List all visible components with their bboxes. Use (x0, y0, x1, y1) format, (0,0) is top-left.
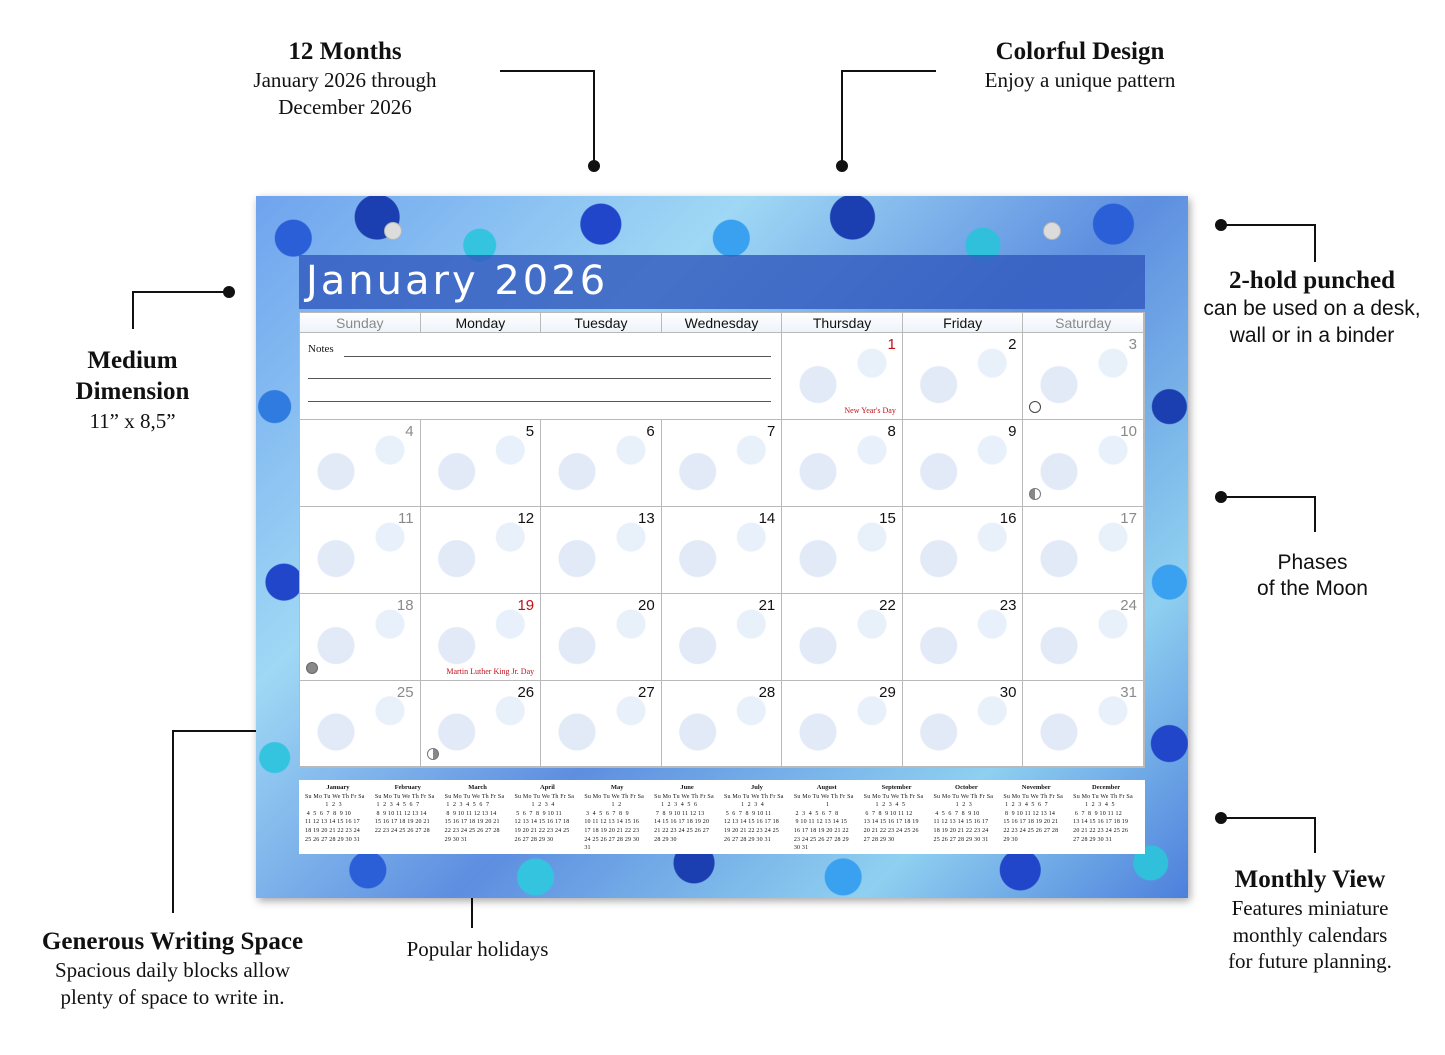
callout-line: January 2026 through (253, 68, 437, 93)
mini-calendar-week-row: 22 23 24 25 26 27 28 (444, 827, 500, 834)
mini-calendar-week-row: 30 31 (793, 845, 809, 852)
mini-calendar-week-row: 21 22 23 24 25 26 27 (654, 827, 710, 834)
day-number: 28 (758, 684, 776, 701)
day-cell[interactable] (903, 681, 1024, 767)
mini-calendar-week-row: 27 28 29 30 31 (1073, 836, 1112, 843)
callout-line: Enjoy a unique pattern (984, 68, 1176, 93)
mini-calendar-week-row: 2 3 4 5 6 7 8 (793, 810, 839, 817)
callout-monthly-view (1200, 864, 1420, 974)
mini-calendar-week-row: 24 25 26 27 28 29 30 (584, 836, 640, 843)
mini-calendar-week-row: 12 13 14 15 16 17 18 (724, 819, 779, 826)
mini-calendar-week-row: 23 24 25 26 27 28 29 (793, 836, 849, 843)
mini-calendar-week-row: 1 2 3 (933, 802, 972, 809)
mini-calendar-week-row: 26 27 28 29 30 31 (724, 836, 771, 843)
mini-calendar-weekday-row: Su Mo Tu We Th Fr Sa (933, 793, 994, 800)
mini-calendar-week-row: 6 7 8 9 10 11 12 (1073, 810, 1122, 817)
mini-calendar-week-row: 1 2 3 4 5 6 7 (1003, 802, 1048, 809)
mini-calendar-month-name: April (540, 784, 555, 791)
day-cell[interactable] (903, 333, 1024, 420)
mini-calendar-october (932, 784, 1002, 854)
mini-calendar-weekday-row: Su Mo Tu We Th Fr Sa (584, 793, 644, 800)
mini-calendar-week-row: 4 5 6 7 8 9 10 (305, 810, 351, 817)
last-quarter-moon-icon (1029, 488, 1041, 500)
day-number: 30 (999, 684, 1017, 701)
mini-calendar-weekday-row: Su Mo Tu We Th Fr Sa (514, 793, 575, 800)
callout-line: 11” x 8,5” (89, 408, 176, 433)
callout-line: can be used on a desk, (1203, 297, 1421, 321)
callout-writing-space (20, 926, 325, 1010)
mini-calendar-month-name: December (1092, 784, 1121, 791)
day-cell[interactable] (662, 420, 783, 507)
callout-title: Generous Writing Space (41, 928, 304, 955)
day-cell[interactable] (541, 420, 662, 507)
mini-calendar-week-row: 5 6 7 8 9 10 11 (724, 810, 772, 817)
callout-title: 2-hold punched (1228, 267, 1396, 294)
mini-calendar-month-name: May (610, 784, 624, 791)
mini-calendar-month-name: October (955, 784, 978, 791)
mini-calendar-week-row: 1 2 (584, 802, 622, 809)
callout-2-hold-punched (1192, 265, 1432, 349)
weekday-header: Saturday (1023, 313, 1144, 333)
mini-calendar-week-row: 1 2 3 4 5 6 7 (374, 802, 420, 809)
mini-calendar-weekday-row: Su Mo Tu We Th Fr Sa (444, 793, 505, 800)
day-number: 2 (1008, 336, 1017, 353)
day-number: 9 (1008, 423, 1017, 440)
day-cell[interactable] (782, 507, 903, 594)
weekday-header: Thursday (782, 313, 903, 333)
day-number: 26 (517, 684, 535, 701)
day-number: 27 (638, 684, 655, 701)
mini-calendar-week-row: 15 16 17 18 19 20 21 (1003, 819, 1059, 826)
day-cell[interactable] (903, 507, 1024, 594)
mini-calendar-month-name: August (816, 784, 837, 791)
mini-calendar-week-row: 20 21 22 23 24 25 26 (1073, 827, 1129, 834)
day-cell[interactable] (782, 420, 903, 507)
day-number: 8 (887, 423, 896, 440)
day-number: 15 (879, 510, 896, 527)
mini-calendar-weekday-row: Su Mo Tu We Th Fr Sa (1003, 793, 1063, 800)
day-cell[interactable] (541, 681, 662, 767)
mini-calendar-week-row: 3 4 5 6 7 8 9 (584, 810, 629, 817)
mini-calendar-week-row: 28 29 30 (654, 836, 677, 843)
mini-calendar-week-row: 22 23 24 25 26 27 28 (1003, 827, 1059, 834)
new-moon-icon (306, 662, 318, 674)
mini-calendar-week-row: 15 16 17 18 19 20 21 (444, 819, 500, 826)
mini-calendar-week-row: 1 2 3 4 5 6 7 (444, 802, 490, 809)
month-title: January 2026 (306, 258, 609, 304)
mini-calendar-week-row: 8 9 10 11 12 13 14 (374, 810, 427, 817)
day-number: 24 (1120, 597, 1137, 614)
day-number: 5 (525, 423, 535, 440)
mini-calendar-may (582, 784, 652, 854)
mini-calendar-week-row: 8 9 10 11 12 13 14 (444, 810, 497, 817)
day-number: 4 (405, 423, 414, 440)
day-cell[interactable] (300, 681, 421, 767)
day-cell[interactable] (1023, 333, 1144, 420)
day-cell[interactable] (421, 420, 542, 507)
mini-calendar-week-row: 12 13 14 15 16 17 18 (514, 819, 570, 826)
day-number: 10 (1120, 423, 1137, 440)
callout-title: Dimension (75, 378, 190, 406)
day-number: 3 (1128, 336, 1137, 353)
mini-calendar-june (652, 784, 722, 854)
day-number: 19 (517, 597, 535, 614)
day-cell[interactable] (1023, 681, 1144, 767)
mini-calendar-month-name: January (326, 784, 350, 791)
day-cell[interactable] (421, 594, 542, 681)
first-quarter-moon-icon (427, 748, 439, 760)
mini-calendar-week-row: 18 19 20 21 22 23 24 (305, 827, 360, 834)
day-cell[interactable] (421, 681, 542, 767)
mini-calendar-weekday-row: Su Mo Tu We Th Fr Sa (305, 793, 365, 800)
mini-calendar-week-row: 13 14 15 16 17 18 19 (1073, 819, 1129, 826)
notes-label: Notes (308, 343, 334, 355)
mini-calendar-weekday-row: Su Mo Tu We Th Fr Sa (1073, 793, 1133, 800)
mini-calendar-month-name: September (881, 784, 912, 791)
mini-calendar-week-row: 1 2 3 4 (514, 802, 555, 809)
weekday-header: Wednesday (662, 313, 783, 333)
day-cell[interactable] (1023, 420, 1144, 507)
mini-calendar-march (443, 784, 513, 854)
mini-calendar-week-row: 20 21 22 23 24 25 26 (863, 827, 919, 834)
callout-line: Features miniature (1231, 896, 1389, 921)
mini-calendar-week-row: 14 15 16 17 18 19 20 (654, 819, 710, 826)
notes-area[interactable] (300, 333, 782, 420)
day-cell[interactable] (1023, 507, 1144, 594)
day-cell[interactable] (662, 594, 783, 681)
mini-calendar-strip (299, 780, 1145, 854)
mini-calendar-month-name: November (1021, 784, 1051, 791)
day-number: 31 (1120, 684, 1137, 701)
callout-title: 12 Months (288, 38, 402, 65)
mini-calendar-week-row: 1 2 3 (305, 802, 342, 809)
mini-calendar-week-row: 4 5 6 7 8 9 10 (933, 810, 980, 817)
mini-calendar-week-row: 13 14 15 16 17 18 19 (863, 819, 919, 826)
month-grid (299, 312, 1145, 768)
callout-line: for future planning. (1228, 948, 1392, 973)
mini-calendar-week-row: 10 11 12 13 14 15 16 (584, 819, 640, 826)
mini-calendar-week-row: 19 20 21 22 23 24 25 (514, 827, 570, 834)
calendar-sheet (256, 196, 1188, 898)
callout-popular-holidays (370, 936, 585, 962)
mini-calendar-week-row: 1 2 3 4 5 (1073, 802, 1115, 809)
mini-calendar-week-row: 31 (584, 845, 591, 852)
mini-calendar-month-name: March (468, 784, 487, 791)
mini-calendar-january (303, 784, 373, 854)
mini-calendar-july (722, 784, 792, 854)
mini-calendar-week-row: 1 2 3 4 5 (863, 802, 906, 809)
weekday-header: Sunday (300, 313, 421, 333)
day-number: 17 (1120, 510, 1137, 527)
day-number: 14 (758, 510, 776, 527)
day-number: 20 (638, 597, 655, 614)
punch-hole-left (384, 222, 402, 240)
callout-line: Phases (1277, 551, 1348, 574)
callout-title: Colorful Design (995, 38, 1165, 65)
mini-calendar-week-row: 27 28 29 30 (863, 836, 895, 843)
callout-title: Medium (87, 347, 178, 374)
day-number: 21 (758, 597, 776, 614)
mini-calendar-month-name: February (394, 784, 421, 791)
weekday-header: Friday (903, 313, 1024, 333)
day-cell[interactable] (300, 594, 421, 681)
mini-calendar-week-row: 25 26 27 28 29 30 31 (933, 836, 989, 843)
mini-calendar-week-row: 19 20 21 22 23 24 25 (724, 827, 779, 834)
mini-calendar-week-row: 22 23 24 25 26 27 28 (374, 827, 430, 834)
full-moon-icon (1029, 401, 1041, 413)
callout-title: Popular holidays (406, 937, 549, 961)
callout-line: plenty of space to write in. (60, 984, 285, 1009)
day-number: 12 (517, 510, 535, 527)
callout-line: Spacious daily blocks allow (54, 958, 291, 983)
mini-calendar-week-row: 1 2 3 4 5 6 (654, 802, 698, 809)
mini-calendar-week-row: 29 30 (1003, 836, 1018, 843)
mini-calendar-weekday-row: Su Mo Tu We Th Fr Sa (863, 793, 924, 800)
day-number: 22 (879, 597, 896, 614)
callout-moon-phases (1230, 550, 1395, 603)
day-number: 6 (646, 423, 655, 440)
callout-line: wall or in a binder (1229, 323, 1395, 347)
mini-calendar-weekday-row: Su Mo Tu We Th Fr Sa (654, 793, 714, 800)
day-cell[interactable] (782, 594, 903, 681)
day-number: 29 (879, 684, 896, 701)
day-cell[interactable] (662, 507, 783, 594)
day-number: 13 (638, 510, 655, 527)
mini-calendar-week-row: 25 26 27 28 29 30 31 (305, 836, 360, 843)
mini-calendar-september (862, 784, 932, 854)
callout-line: December 2026 (278, 94, 412, 119)
mini-calendar-august (792, 784, 862, 854)
weekday-header: Tuesday (541, 313, 662, 333)
mini-calendar-week-row: 11 12 13 14 15 16 17 (933, 819, 989, 826)
mini-calendar-weekday-row: Su Mo Tu We Th Fr Sa (374, 793, 435, 800)
day-number: 1 (887, 336, 896, 353)
day-number: 23 (999, 597, 1017, 614)
mini-calendar-week-row: 18 19 20 21 22 23 24 (933, 827, 989, 834)
mini-calendar-weekday-row: Su Mo Tu We Th Fr Sa (724, 793, 784, 800)
day-cell[interactable] (541, 507, 662, 594)
mini-calendar-week-row: 16 17 18 19 20 21 22 (793, 827, 849, 834)
day-cell[interactable] (662, 681, 783, 767)
day-cell[interactable] (903, 420, 1024, 507)
mini-calendar-week-row: 9 10 11 12 13 14 15 (793, 819, 848, 826)
callout-line: of the Moon (1257, 577, 1368, 601)
mini-calendar-week-row: 6 7 8 9 10 11 12 (863, 810, 913, 817)
mini-calendar-week-row: 8 9 10 11 12 13 14 (1003, 810, 1056, 817)
callout-colorful-design (960, 36, 1200, 94)
day-number: 7 (766, 423, 776, 440)
mini-calendar-week-row: 1 2 3 4 (724, 802, 764, 809)
day-cell[interactable] (782, 681, 903, 767)
mini-calendar-december (1071, 784, 1141, 854)
mini-calendar-weekday-row: Su Mo Tu We Th Fr Sa (793, 793, 854, 800)
callout-line: monthly calendars (1232, 922, 1388, 947)
punch-hole-right (1043, 222, 1061, 240)
day-number: 11 (397, 510, 414, 527)
day-number: 25 (396, 684, 414, 701)
mini-calendar-november (1001, 784, 1071, 854)
weekday-header: Monday (421, 313, 542, 333)
mini-calendar-week-row: 7 8 9 10 11 12 13 (654, 810, 705, 817)
mini-calendar-april (513, 784, 583, 854)
mini-calendar-week-row: 26 27 28 29 30 (514, 836, 554, 843)
callout-medium-dimension (50, 345, 215, 434)
mini-calendar-week-row: 29 30 31 (444, 836, 468, 843)
mini-calendar-week-row: 11 12 13 14 15 16 17 (305, 819, 360, 826)
mini-calendar-month-name: July (750, 784, 763, 791)
day-number: 16 (999, 510, 1017, 527)
day-number: 18 (396, 597, 414, 614)
day-cell[interactable] (300, 420, 421, 507)
mini-calendar-week-row: 1 (793, 802, 830, 809)
mini-calendar-month-name: June (680, 784, 694, 791)
mini-calendar-february (373, 784, 443, 854)
day-cell[interactable] (421, 507, 542, 594)
mini-calendar-week-row: 15 16 17 18 19 20 21 (374, 819, 430, 826)
holiday-label: Martin Luther King Jr. Day (446, 667, 535, 676)
mini-calendar-week-row: 5 6 7 8 9 10 11 (514, 810, 562, 817)
day-cell[interactable] (782, 333, 903, 420)
holiday-label: New Year's Day (844, 406, 896, 415)
day-cell[interactable] (903, 594, 1024, 681)
callout-title: Monthly View (1234, 866, 1386, 893)
mini-calendar-week-row: 17 18 19 20 21 22 23 (584, 827, 640, 834)
callout-12-months (240, 36, 450, 120)
day-cell[interactable] (300, 507, 421, 594)
day-cell[interactable] (1023, 594, 1144, 681)
day-cell[interactable] (541, 594, 662, 681)
